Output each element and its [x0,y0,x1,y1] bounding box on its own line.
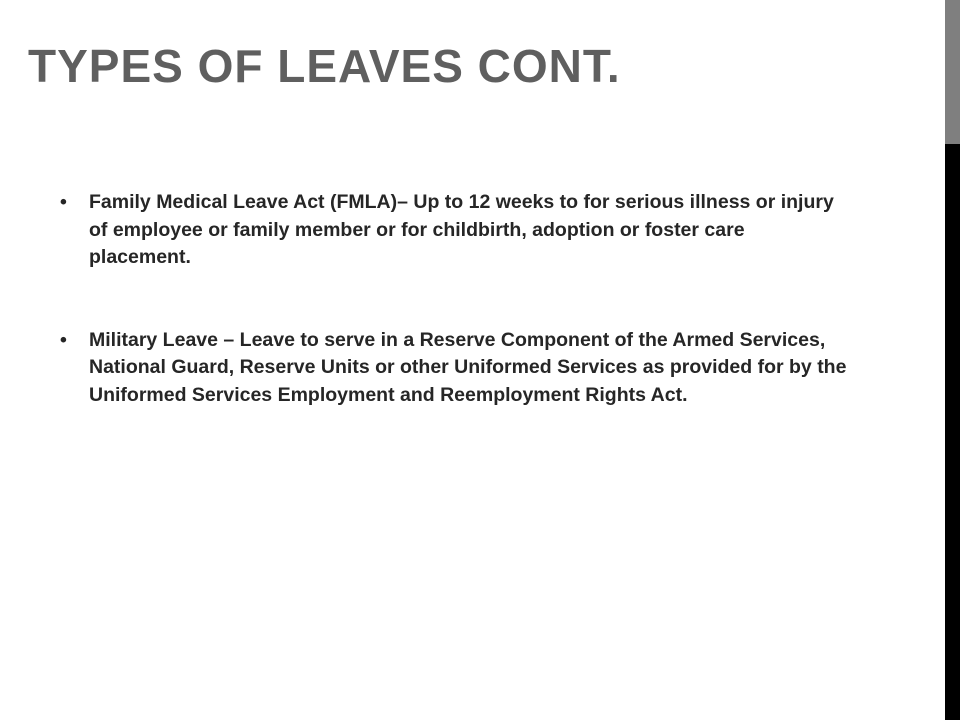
bullet-item-fmla [60,189,850,272]
bullet-icon: • [60,191,67,213]
bullet-icon: • [60,328,67,351]
bullet-list [60,189,850,409]
side-bar-accent [945,0,960,144]
bullet-text-fmla: Family Medical Leave Act (FMLA)– Up to 12 weeks to for serious illness or injury of employee or family member or for childbirth, adoption or foster care placement. [89,191,834,268]
bullet-item-military-leave [60,327,850,410]
bullet-text-military-leave: Military Leave – Leave to serve in a Reserve Component of the Armed Services, National Guard, Reserve Units or other Uniformed Services as provided for by the Uniformed Services Employment and Reemployment Rights Act. [89,328,847,406]
side-bar [945,0,960,720]
slide-title: TYPES OF LEAVES CONT. [28,40,621,92]
